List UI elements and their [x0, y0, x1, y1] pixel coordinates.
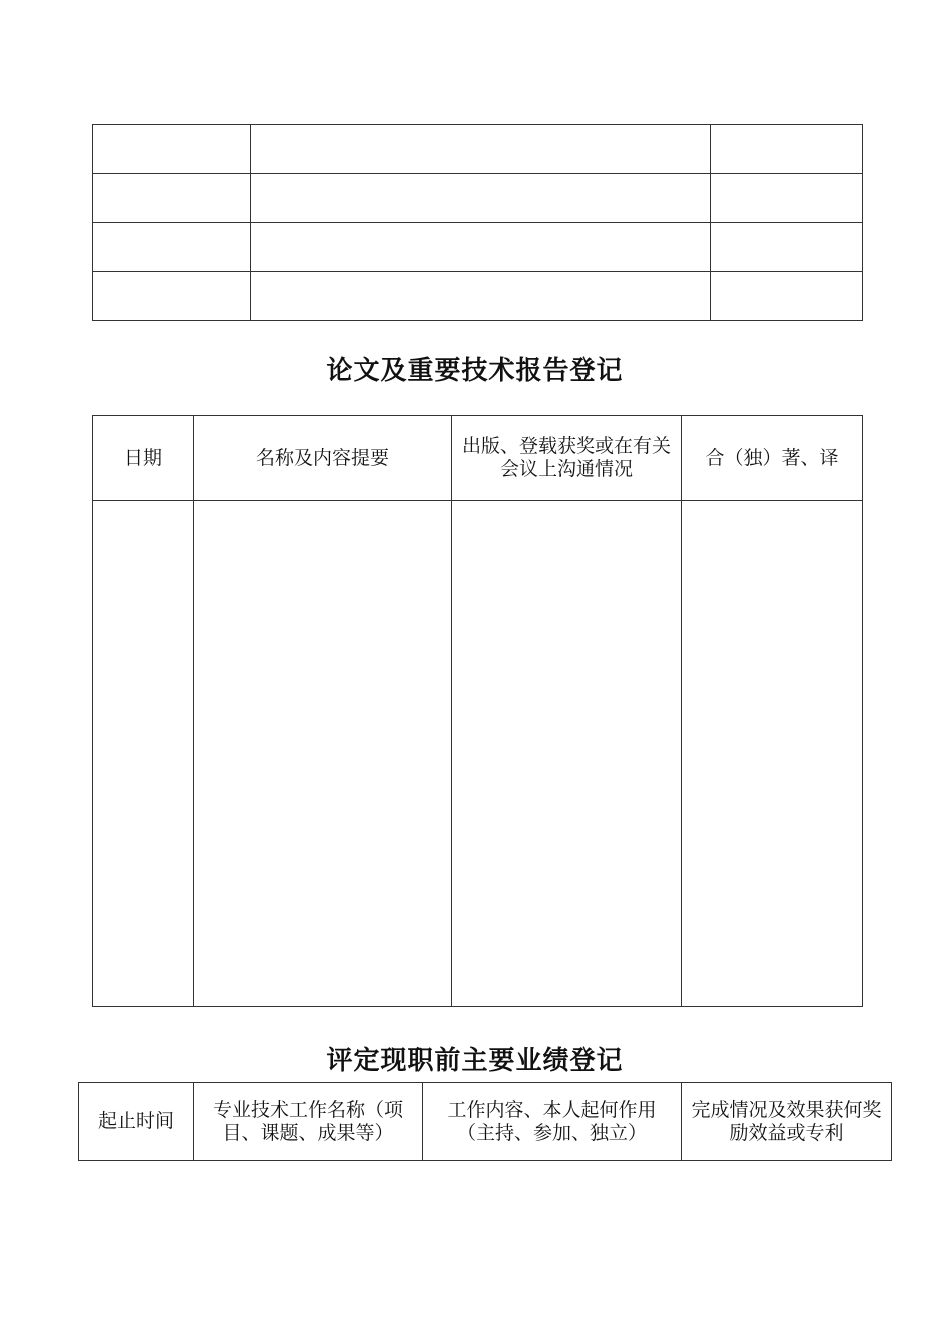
table-header-row: [93, 416, 863, 501]
authorship-cell[interactable]: [682, 501, 863, 1007]
header-results-awards: 完成情况及效果获何奖励效益或专利: [682, 1083, 892, 1161]
table-cell[interactable]: [711, 125, 863, 174]
table-header-row: [79, 1083, 892, 1161]
table-row: [93, 174, 863, 223]
achievements-table: [78, 1082, 892, 1161]
table-row: [93, 223, 863, 272]
table-row: [93, 272, 863, 321]
header-period: 起止时间: [79, 1083, 194, 1161]
table-cell[interactable]: [251, 125, 711, 174]
table-row: [93, 501, 863, 1007]
header-authorship: 合（独）著、译: [682, 416, 863, 501]
table-cell[interactable]: [711, 174, 863, 223]
table-cell[interactable]: [711, 223, 863, 272]
title-summary-cell[interactable]: [194, 501, 452, 1007]
date-cell[interactable]: [93, 501, 194, 1007]
table-cell[interactable]: [251, 174, 711, 223]
table-cell[interactable]: [251, 272, 711, 321]
table-cell[interactable]: [711, 272, 863, 321]
table-cell[interactable]: [93, 174, 251, 223]
table-cell[interactable]: [93, 125, 251, 174]
publication-status-cell[interactable]: [452, 501, 682, 1007]
table-row: [93, 125, 863, 174]
top-empty-table: [92, 124, 863, 321]
table-cell[interactable]: [93, 223, 251, 272]
header-title-summary: 名称及内容提要: [194, 416, 452, 501]
papers-section-title: 论文及重要技术报告登记: [326, 356, 624, 386]
table-cell[interactable]: [251, 223, 711, 272]
table-cell[interactable]: [93, 272, 251, 321]
papers-table: [92, 415, 863, 1007]
header-publication-status: 出版、登载获奖或在有关会议上沟通情况: [452, 416, 682, 501]
header-work-role: 工作内容、本人起何作用（主持、参加、独立）: [423, 1083, 682, 1161]
header-work-name: 专业技术工作名称（项目、课题、成果等）: [194, 1083, 423, 1161]
achievements-section-title: 评定现职前主要业绩登记: [326, 1046, 624, 1076]
header-date: 日期: [93, 416, 194, 501]
